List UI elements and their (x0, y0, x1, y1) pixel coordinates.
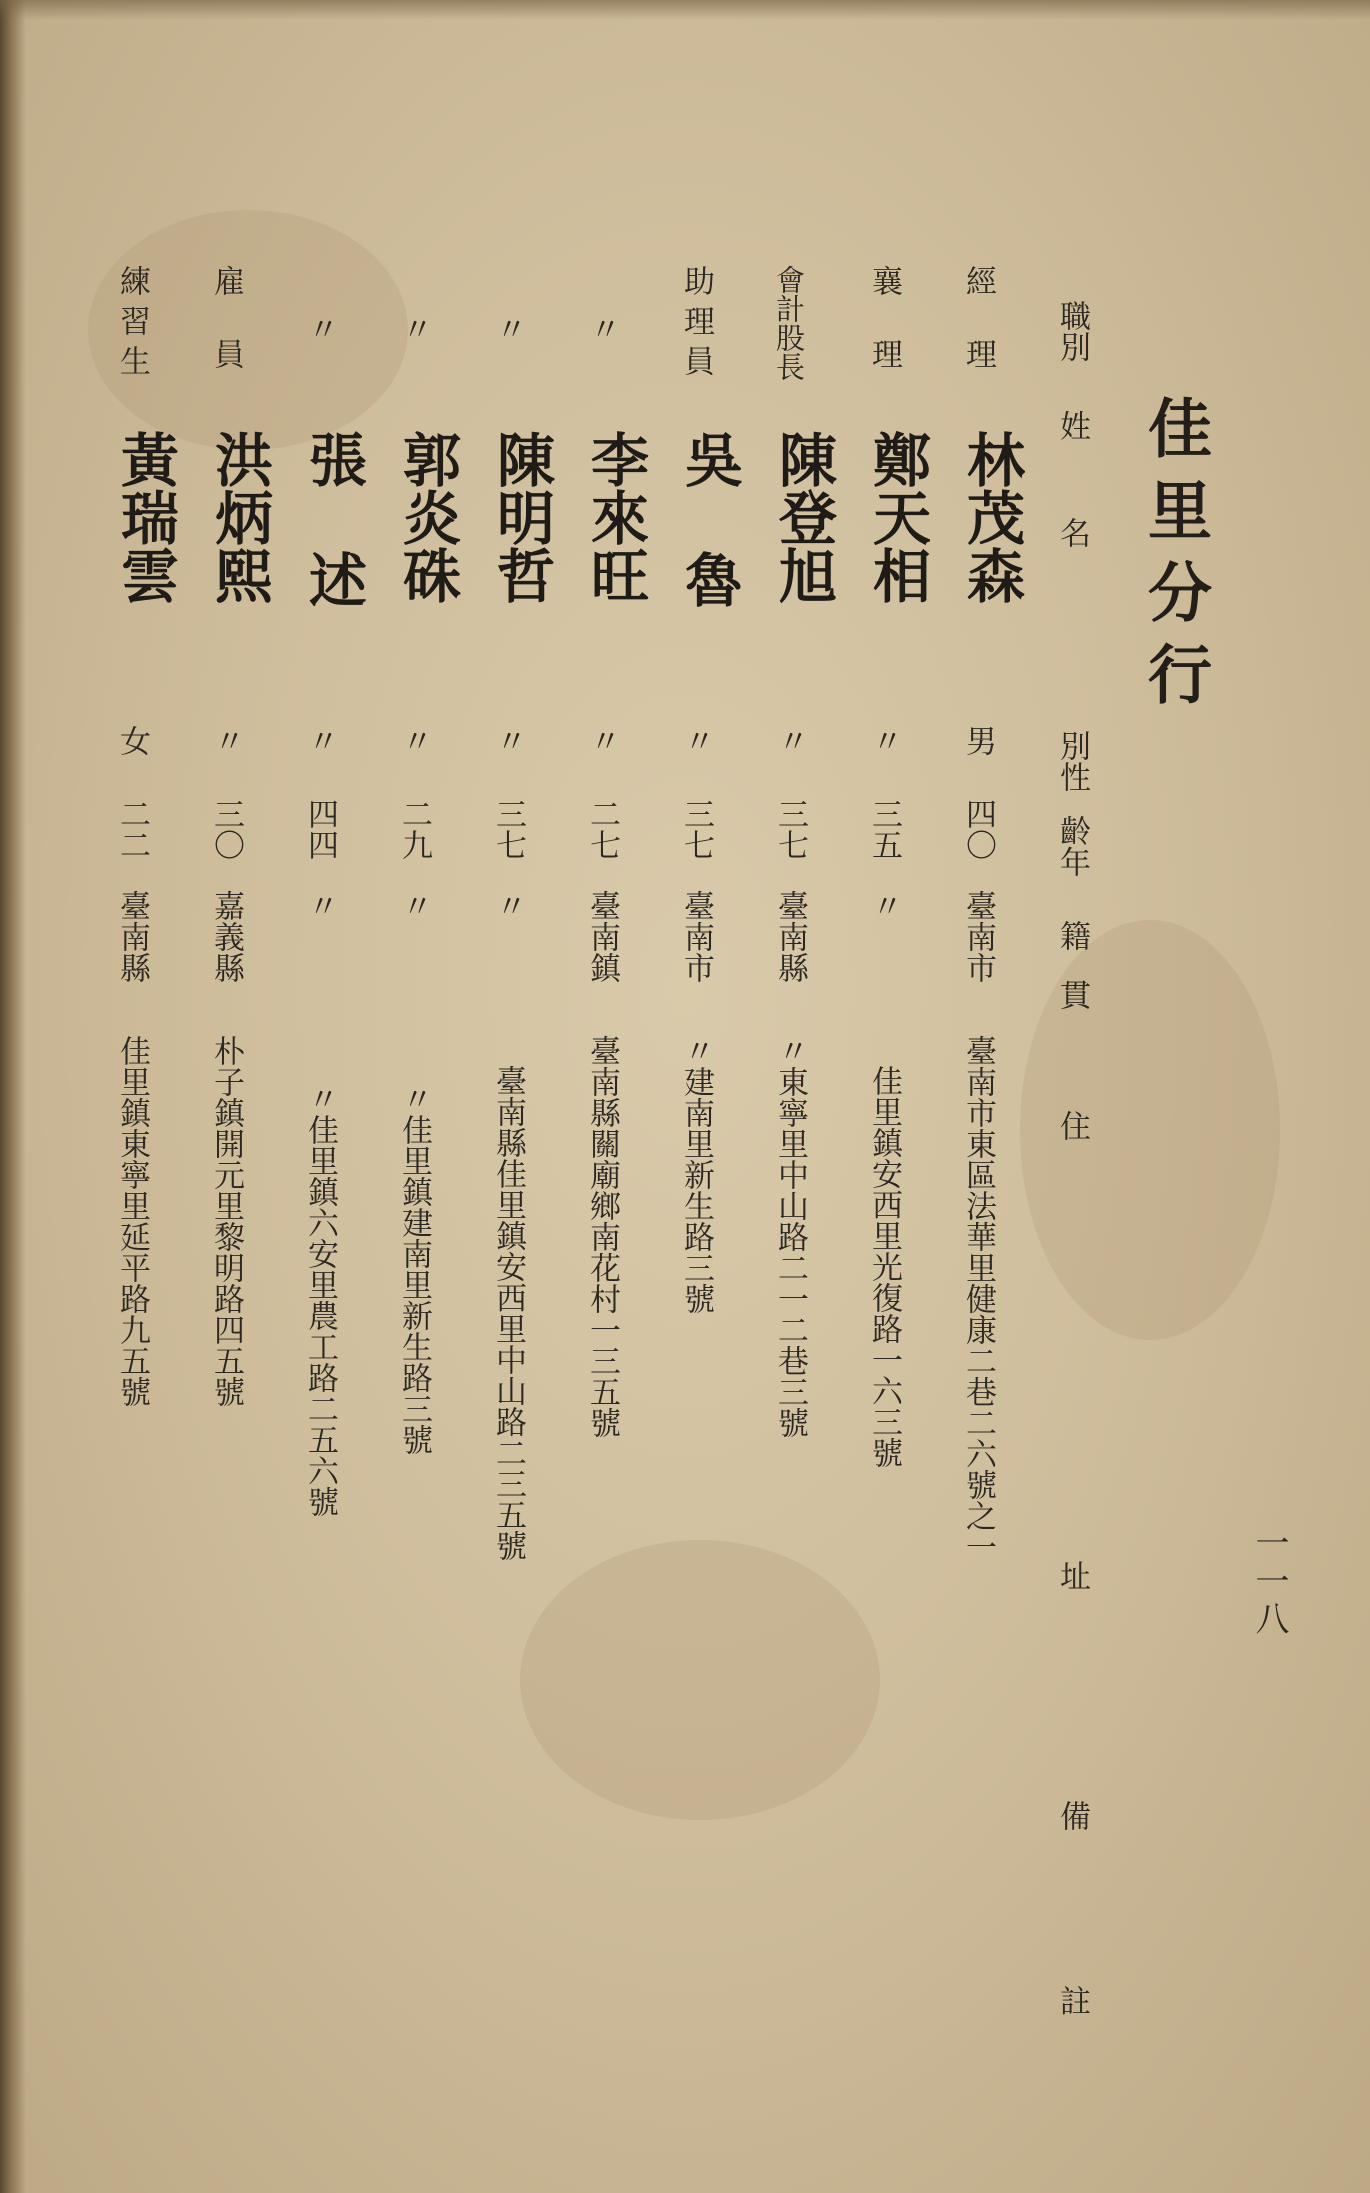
person-name: 林茂森 (957, 430, 1025, 604)
page-title: 佳里分行 (1137, 395, 1212, 723)
person-name: 陳明哲 (487, 430, 555, 604)
page-top-shadow (0, 0, 1370, 20)
address: 臺南市東區法華里健康二巷二六號之一 (960, 1035, 996, 1562)
address: 〃東寧里中山路二一二巷三號 (772, 1035, 808, 1438)
role: 會計股長 (772, 265, 806, 381)
role: 〃 (302, 313, 338, 344)
age: 四四 (302, 798, 338, 860)
role: 經理 (960, 265, 996, 411)
table-row (299, 265, 378, 1685)
role: 〃 (396, 313, 432, 344)
native-place: 〃 (396, 890, 432, 921)
native-place: 臺南縣 (114, 890, 150, 983)
header-name: 姓名 (1054, 410, 1090, 624)
sex: 〃 (678, 725, 714, 756)
table-row (581, 265, 660, 1685)
sex: 〃 (490, 725, 526, 756)
header-role: 職別 (1054, 300, 1090, 362)
header-address-2: 址 (1054, 1560, 1090, 1591)
role: 練習生 (114, 265, 150, 385)
table-row (393, 265, 472, 1685)
person-name: 陳登旭 (769, 430, 837, 604)
sex: 〃 (584, 725, 620, 756)
age: 二七 (584, 798, 620, 860)
age: 三七 (772, 798, 808, 860)
table-row (863, 265, 942, 1685)
native-place: 嘉義縣 (208, 890, 244, 983)
address: 〃佳里鎮建南里新生路三號 (396, 1083, 432, 1455)
page-number: 一一八 (1249, 1525, 1289, 1639)
header-sex: 別性 (1054, 730, 1090, 792)
person-name: 黃瑞雲 (111, 430, 179, 604)
address: 〃佳里鎮六安里農工路二五六號 (302, 1083, 338, 1517)
page-shadow (0, 0, 26, 2193)
age: 二二 (114, 798, 150, 860)
sex: 〃 (772, 725, 808, 756)
address: 臺南縣關廟鄉南花村一三五號 (584, 1035, 620, 1438)
age: 四〇 (960, 798, 996, 860)
header-remarks-1: 備 (1054, 1800, 1090, 1831)
person-name: 洪炳熙 (205, 430, 273, 604)
sex: 女 (114, 725, 150, 756)
address: 〃建南里新生路三號 (678, 1035, 714, 1314)
person-name: 郭炎硃 (393, 430, 461, 604)
table-header (1050, 300, 1120, 2060)
person-name: 鄭天相 (863, 430, 931, 604)
native-place: 〃 (302, 890, 338, 921)
table-row (487, 265, 566, 1685)
person-name: 李來旺 (581, 430, 649, 604)
person-name: 張述 (299, 430, 367, 670)
table-row (675, 265, 754, 1685)
table-row (769, 265, 848, 1685)
age: 三〇 (208, 798, 244, 860)
header-age: 齡年 (1054, 815, 1090, 877)
address: 佳里鎮東寧里延平路九五號 (114, 1035, 150, 1407)
age: 三七 (490, 798, 526, 860)
native-place: 〃 (490, 890, 526, 921)
sex: 〃 (208, 725, 244, 756)
native-place: 〃 (866, 890, 902, 921)
age: 三七 (678, 798, 714, 860)
header-remarks-2: 註 (1054, 1985, 1090, 2016)
sex: 男 (960, 725, 996, 756)
sex: 〃 (302, 725, 338, 756)
table-row (111, 265, 190, 1685)
sex: 〃 (396, 725, 432, 756)
address: 佳里鎮安西里光復路一六三號 (866, 1065, 902, 1468)
role: 〃 (490, 313, 526, 344)
age: 二九 (396, 798, 432, 860)
native-place: 臺南市 (678, 890, 714, 983)
sex: 〃 (866, 725, 902, 756)
header-native: 籍貫 (1054, 920, 1090, 1038)
native-place: 臺南鎮 (584, 890, 620, 983)
address: 朴子鎮開元里黎明路四五號 (208, 1035, 244, 1407)
person-name: 吳魯 (675, 430, 743, 670)
role: 雇員 (208, 265, 244, 411)
age: 三五 (866, 798, 902, 860)
role: 襄理 (866, 265, 902, 411)
role: 〃 (584, 313, 620, 344)
role: 助理員 (678, 265, 714, 385)
table-row (957, 265, 1036, 1685)
native-place: 臺南縣 (772, 890, 808, 983)
native-place: 臺南市 (960, 890, 996, 983)
address: 臺南縣佳里鎮安西里中山路二三五號 (490, 1065, 526, 1561)
table-row (205, 265, 284, 1685)
header-address-1: 住 (1054, 1110, 1090, 1141)
